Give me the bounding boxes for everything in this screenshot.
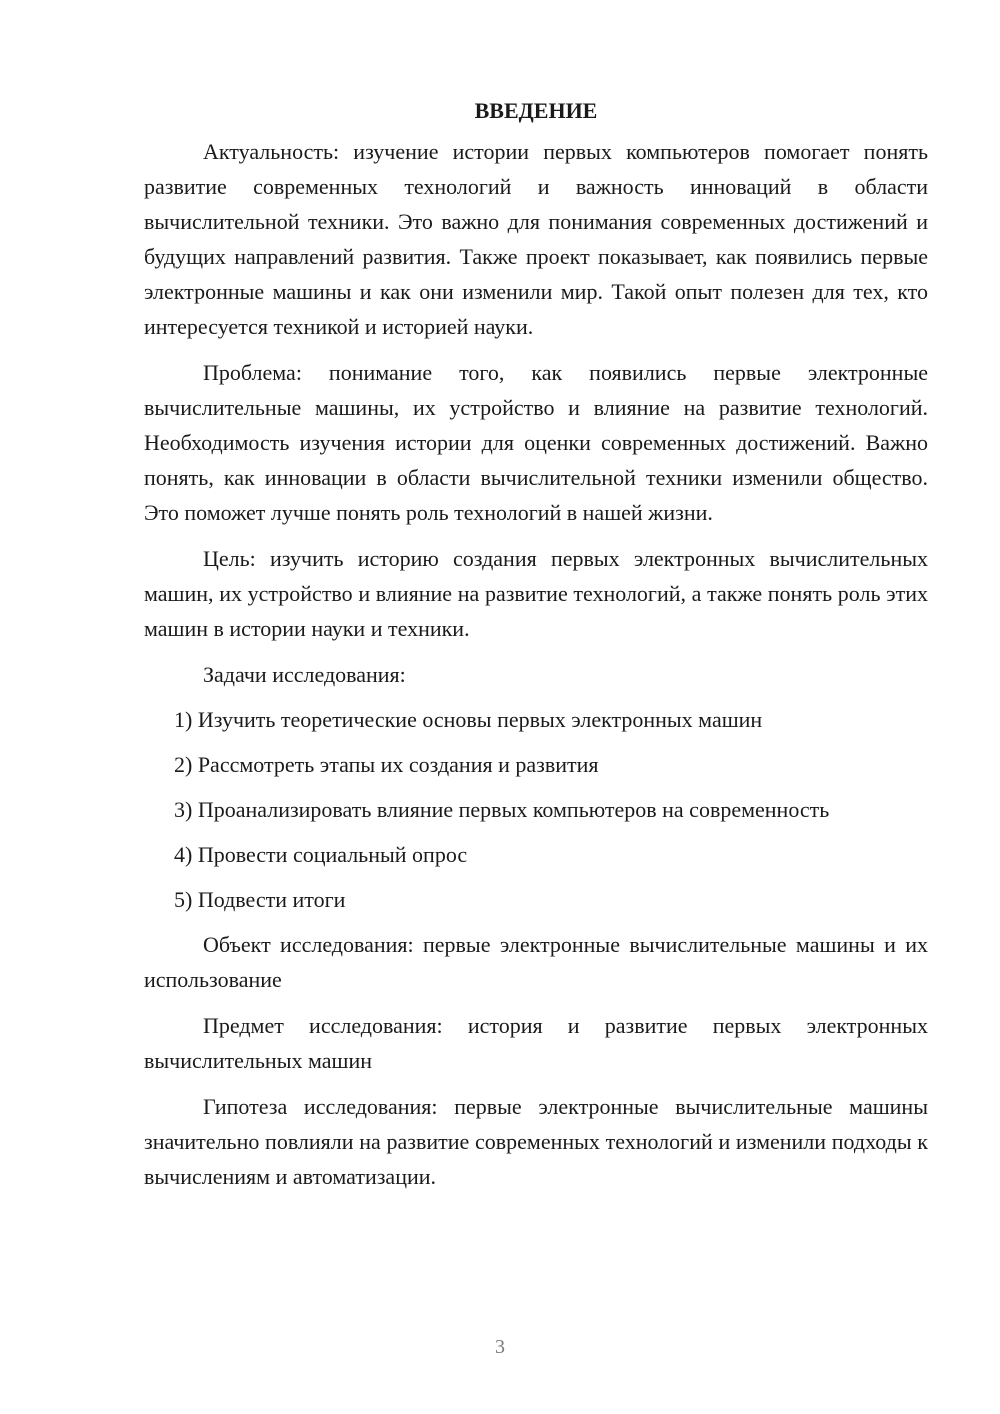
- document-page: [144, 94, 928, 1205]
- page-number: 3: [495, 1336, 505, 1358]
- paragraph-goal: Цель: изучить историю создания первых электронных вычислительных машин, их устройство и влияние на развитие технологий, а также понять роль этих машин в истории науки и техники.: [144, 546, 928, 641]
- paragraph-hypothesis: Гипотеза исследования: первые электронные вычислительные машины значительно повлияли на развитие современных технологий и изменили подходы к вычислениям и автоматизации.: [144, 1094, 928, 1189]
- paragraph-object: Объект исследования: первые электронные вычислительные машины и их использование: [144, 932, 928, 992]
- task-item-2: 2) Рассмотреть этапы их создания и развития: [174, 752, 599, 777]
- paragraph-relevance: Актуальность: изучение истории первых компьютеров помогает понять развитие современных технологий и важность инноваций в области вычислительной техники. Это важно для понимания современных достижений и будущих направлений развития. Также проект показывает, как появились первые электронные машины и как они изменили мир. Такой опыт полезен для тех, кто интересуется техникой и историей науки.: [144, 139, 928, 339]
- task-item-1: 1) Изучить теоретические основы первых электронных машин: [174, 707, 763, 732]
- task-item-5: 5) Подвести итоги: [174, 887, 346, 912]
- tasks-heading: Задачи исследования:: [203, 662, 406, 687]
- paragraph-subject: Предмет исследования: история и развитие первых электронных вычислительных машин: [144, 1013, 928, 1073]
- tasks-list: [144, 702, 928, 917]
- paragraph-problem: Проблема: понимание того, как появились первые электронные вычислительные машины, их устройство и влияние на развитие технологий. Необходимость изучения истории для оценки современных достижений. Важно понять, как инновации в области вычислительной техники изменили общество. Это поможет лучше понять роль технологий в нашей жизни.: [144, 360, 928, 525]
- task-item-3: 3) Проанализировать влияние первых компьютеров на современность: [174, 797, 830, 822]
- page-title: ВВЕДЕНИЕ: [474, 98, 598, 123]
- task-item-4: 4) Провести социальный опрос: [174, 842, 468, 867]
